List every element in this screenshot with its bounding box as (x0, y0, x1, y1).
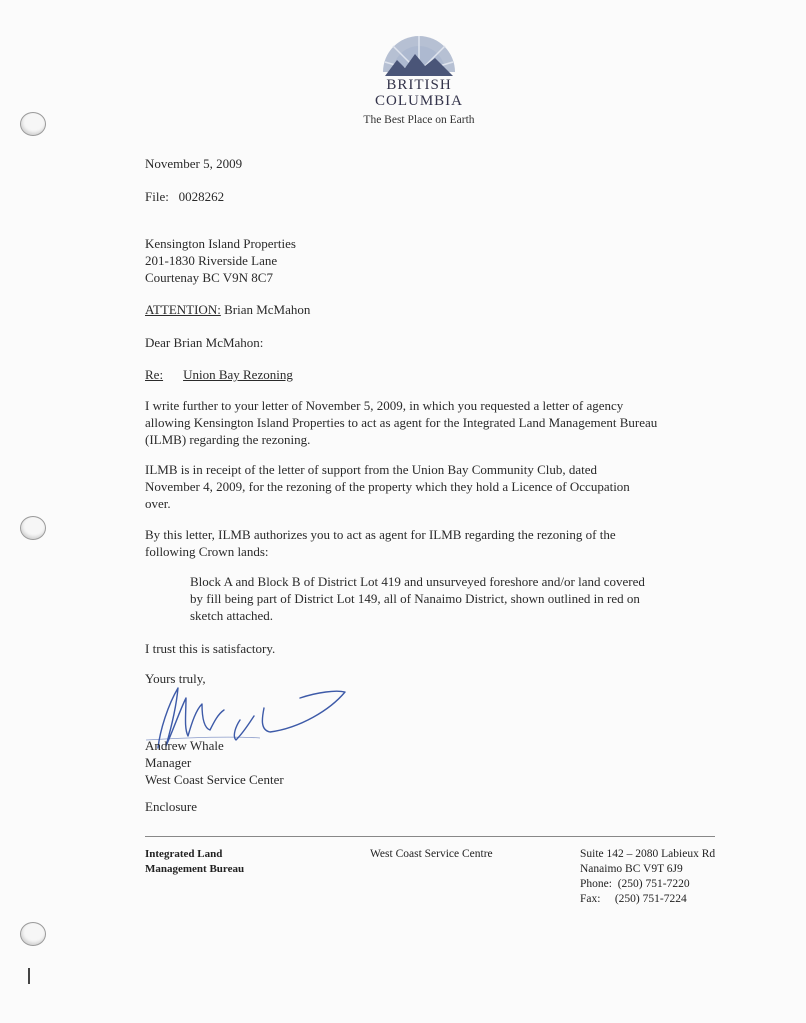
subject-text: Union Bay Rezoning (183, 367, 293, 382)
punch-hole-top (20, 112, 46, 136)
closing: Yours truly, (145, 671, 206, 686)
bc-logo (354, 30, 484, 126)
attention-name: Brian McMahon (224, 302, 311, 317)
recipient-address (145, 235, 296, 286)
paragraph-line: over. (145, 496, 171, 511)
paragraph-1 (145, 397, 657, 448)
scan-mark (28, 968, 30, 984)
recipient-city: Courtenay BC V9N 8C7 (145, 270, 273, 285)
footer-fax-line (580, 892, 715, 907)
attention-line (145, 301, 310, 318)
signer-name: Andrew Whale (145, 738, 224, 753)
paragraph-line: allowing Kensington Island Properties to act as agent for the Integrated Land Management Bureau (145, 415, 658, 430)
footer-contact (580, 847, 715, 907)
land-description (190, 573, 645, 624)
file-label: File: (145, 189, 169, 204)
footer-org-line: Integrated Land (145, 848, 223, 860)
footer-phone-line (580, 877, 715, 892)
fax-label: Fax: (580, 893, 601, 905)
subject-line (145, 366, 293, 383)
enclosure-note: Enclosure (145, 799, 197, 814)
footer-divider (145, 836, 715, 837)
logo-columbia-text: COLUMBIA (374, 93, 463, 109)
attention-label: ATTENTION: (145, 302, 221, 317)
punch-hole-bottom (20, 922, 46, 946)
paragraph-line: November 4, 2009, for the rezoning of the property which they hold a Licence of Occupation (145, 479, 630, 494)
punch-hole-middle (20, 516, 46, 540)
salutation: Dear Brian McMahon: (145, 335, 264, 350)
footer-street: Suite 142 – 2080 Labieux Rd (580, 848, 716, 860)
signer-title: Manager (145, 755, 192, 770)
phone-label: Phone: (580, 878, 612, 890)
paragraph-line: (ILMB) regarding the rezoning. (145, 432, 311, 447)
paragraph-4: I trust this is satisfactory. (145, 641, 276, 656)
paragraph-line: Block A and Block B of District Lot 419 and unsurveyed foreshore and/or land covered (190, 574, 645, 589)
paragraph-line: ILMB is in receipt of the letter of support from the Union Bay Community Club, dated (145, 462, 598, 477)
paragraph-3 (145, 526, 616, 560)
recipient-street: 201-1830 Riverside Lane (145, 253, 278, 268)
file-reference (145, 188, 224, 205)
bc-sun-mountain-icon (377, 30, 461, 78)
paragraph-line: by fill being part of District Lot 149, all of Nanaimo District, shown outlined in red on (190, 591, 640, 606)
signer-block (145, 737, 284, 788)
paragraph-line: I write further to your letter of November 5, 2009, in which you requested a letter of agency (145, 398, 624, 413)
footer-organization (145, 847, 244, 877)
paragraph-line: following Crown lands: (145, 544, 269, 559)
paragraph-line: By this letter, ILMB authorizes you to act as agent for ILMB regarding the rezoning of the (145, 527, 616, 542)
paragraph-2 (145, 461, 630, 512)
footer-org-line: Management Bureau (145, 863, 245, 875)
letter-date: November 5, 2009 (145, 156, 243, 171)
subject-label: Re: (145, 367, 164, 382)
logo-british-text: BRITISH (386, 77, 452, 93)
footer-city: Nanaimo BC V9T 6J9 (580, 863, 683, 875)
paragraph-line: sketch attached. (190, 608, 274, 623)
phone-number: (250) 751-7220 (617, 878, 690, 890)
footer-office: West Coast Service Centre (370, 848, 493, 860)
fax-number: (250) 751-7224 (614, 893, 687, 905)
signer-office: West Coast Service Center (145, 772, 284, 787)
file-number: 0028262 (178, 189, 225, 204)
logo-tagline: The Best Place on Earth (363, 114, 475, 126)
recipient-name: Kensington Island Properties (145, 236, 296, 251)
